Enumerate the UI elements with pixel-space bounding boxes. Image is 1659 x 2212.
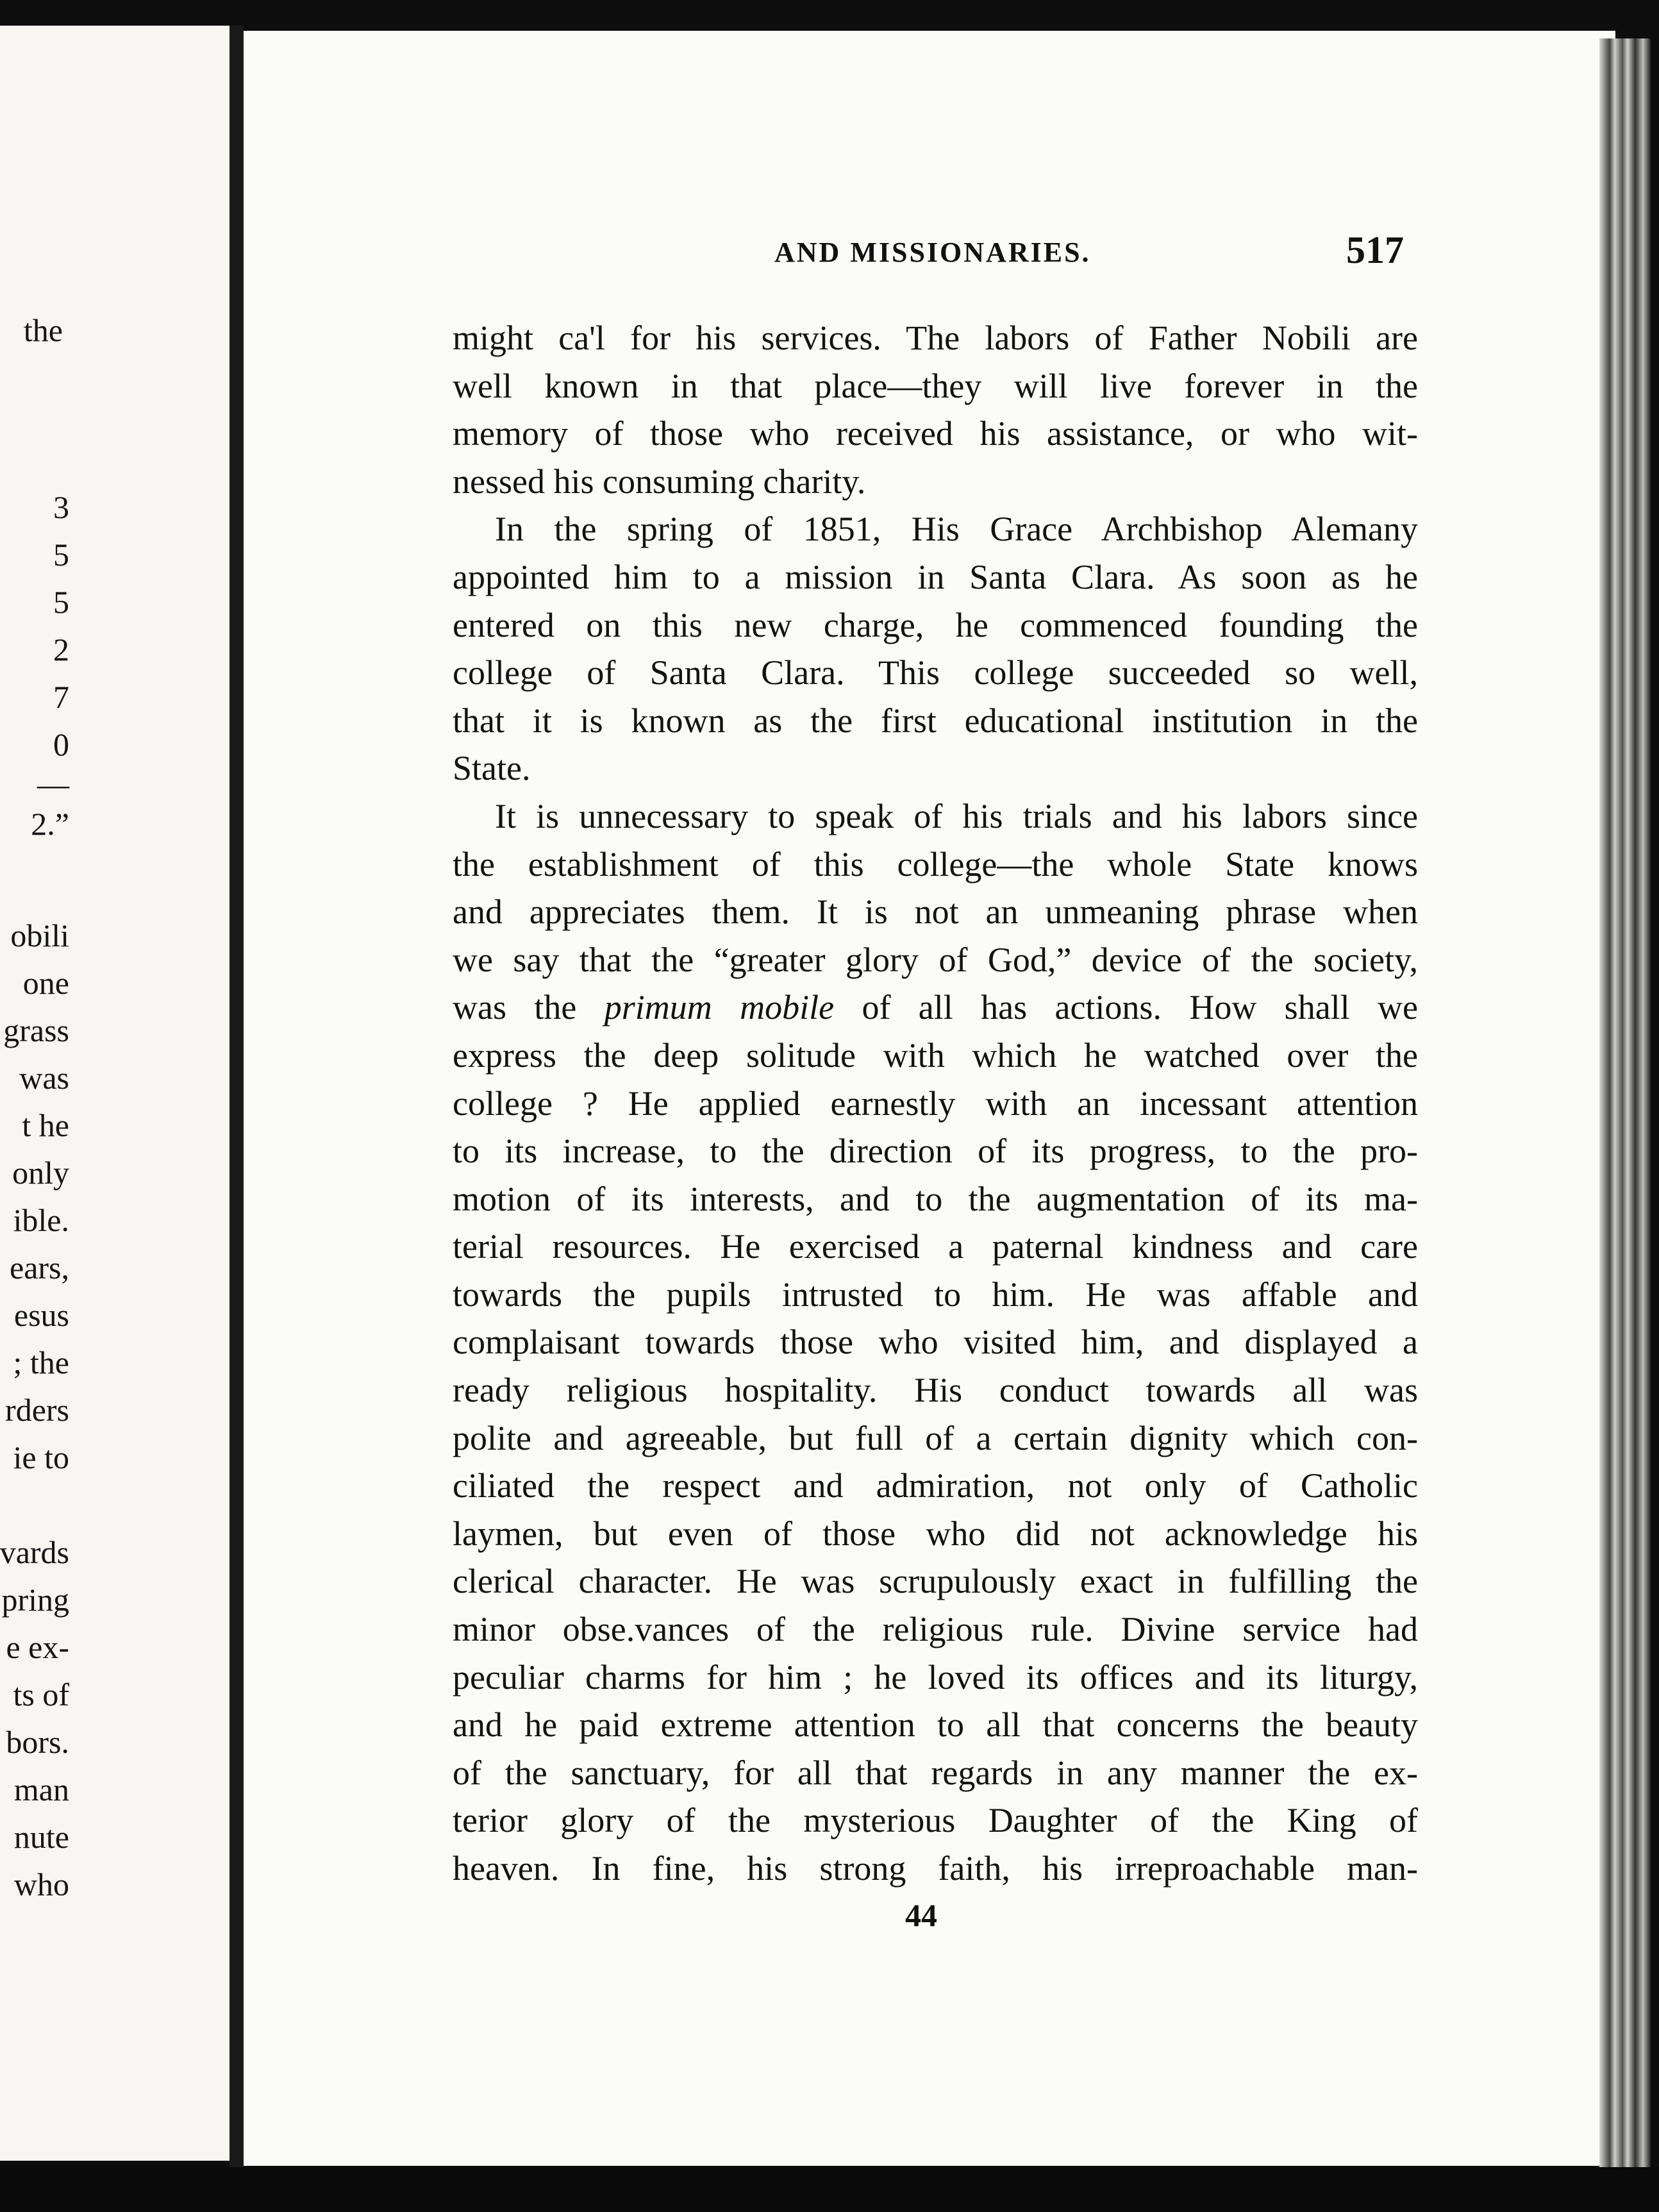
left-fragment: was <box>19 1060 69 1096</box>
text-line: of the sanctuary, for all that regards in any manner the ex- <box>453 1753 1418 1792</box>
body-text <box>453 314 1418 1893</box>
left-fragment: man <box>13 1772 69 1807</box>
text-line: State. <box>453 749 531 788</box>
left-fragment: only <box>12 1155 69 1191</box>
text-line: college of Santa Clara. This college succeeded so well, <box>453 653 1418 692</box>
left-fragment: 0 <box>53 726 69 762</box>
text-segment: of all has actions. How shall we <box>862 988 1419 1027</box>
text-line: It is unnecessary to speak of his trials and his labors since <box>495 796 1418 835</box>
left-fragment: ears, <box>10 1250 69 1286</box>
text-line: memory of those who received his assistance, or who wit- <box>453 414 1418 453</box>
left-fragment: grass <box>3 1012 69 1048</box>
page-number: 517 <box>1346 229 1404 271</box>
italic-phrase: primum mobile <box>604 988 835 1027</box>
text-line: peculiar charms for him ; he loved its offices and its liturgy, <box>453 1657 1418 1697</box>
text-line: the establishment of this college—the whole State knows <box>453 844 1418 884</box>
left-fragment: ie to <box>13 1439 69 1475</box>
book-gutter <box>229 26 244 2167</box>
left-fragment: nute <box>13 1819 69 1855</box>
text-line: ciliated the respect and admiration, not only of Catholic <box>453 1466 1418 1505</box>
text-line: terial resources. He exercised a paternal kindness and care <box>453 1227 1418 1266</box>
left-fragment: ible. <box>13 1202 69 1238</box>
left-fragment: who <box>13 1866 69 1902</box>
text-line-with-italic <box>453 984 1418 1032</box>
left-fragment: ts of <box>13 1677 69 1713</box>
left-fragment: the <box>23 312 63 348</box>
text-line: clerical character. He was scrupulously exact in fulfilling the <box>453 1562 1418 1601</box>
text-line: entered on this new charge, he commenced founding the <box>453 605 1418 644</box>
text-line: In the spring of 1851, His Grace Archbishop Alemany <box>495 510 1418 549</box>
left-fragment: 5 <box>53 584 69 620</box>
left-fragment: 3 <box>53 489 69 525</box>
text-line: laymen, but even of those who did not acknowledge his <box>453 1514 1418 1553</box>
left-fragment: 2.” <box>31 806 69 842</box>
running-head: AND MISSIONARIES. <box>774 237 1091 268</box>
left-facing-page <box>0 26 233 2161</box>
left-fragment: 7 <box>53 679 69 715</box>
text-line: appointed him to a mission in Santa Clara. As soon as he <box>453 557 1418 596</box>
text-line: well known in that place—they will live forever in the <box>453 366 1418 405</box>
text-line: that it is known as the first educational institution in the <box>453 701 1418 740</box>
left-fragment: rders <box>5 1392 69 1428</box>
left-fragment: bors. <box>6 1724 69 1760</box>
left-fragment: 5 <box>53 537 69 573</box>
scan-bottom-edge <box>0 2167 1659 2212</box>
text-line: might ca'l for his services. The labors of Father Nobili are <box>453 319 1418 357</box>
left-fragment: obili <box>10 917 69 953</box>
text-line: towards the pupils intrusted to him. He was affable and <box>453 1275 1418 1314</box>
text-line: complaisant towards those who visited him, and displayed a <box>453 1323 1418 1362</box>
text-line: terior glory of the mysterious Daughter of the King of <box>453 1801 1418 1840</box>
left-fragment: — <box>37 766 69 802</box>
text-line: polite and agreeable, but full of a certain dignity which con- <box>453 1418 1418 1457</box>
text-line: nessed his consuming charity. <box>453 462 866 501</box>
text-line: we say that the “greater glory of God,” device of the society, <box>453 940 1418 979</box>
signature-mark: 44 <box>905 1897 937 1933</box>
text-line: college ? He applied earnestly with an incessant attention <box>453 1084 1418 1123</box>
page-edges <box>1599 38 1651 2174</box>
text-line: ready religious hospitality. His conduct towards all was <box>453 1371 1418 1410</box>
text-line: to its increase, to the direction of its progress, to the pro- <box>453 1132 1418 1171</box>
left-fragment: vards <box>0 1534 69 1570</box>
left-fragment: e ex- <box>6 1629 69 1665</box>
text-line: heaven. In fine, his strong faith, his irreproachable man- <box>453 1849 1418 1888</box>
text-segment: was the <box>453 988 577 1027</box>
left-fragment: one <box>22 965 69 1001</box>
left-fragment: esus <box>13 1297 69 1333</box>
text-line: and appreciates them. It is not an unmeaning phrase when <box>453 892 1418 932</box>
text-line: motion of its interests, and to the augmentation of its ma- <box>453 1179 1418 1218</box>
left-fragment: 2 <box>53 632 69 667</box>
left-fragment: t he <box>22 1107 69 1143</box>
left-fragment: pring <box>1 1582 69 1618</box>
left-fragment: ; the <box>13 1345 69 1380</box>
text-line: minor obse.vances of the religious rule. Divine service had <box>453 1610 1418 1649</box>
text-line: and he paid extreme attention to all that concerns the beauty <box>453 1705 1418 1745</box>
text-line: express the deep solitude with which he watched over the <box>453 1035 1418 1075</box>
